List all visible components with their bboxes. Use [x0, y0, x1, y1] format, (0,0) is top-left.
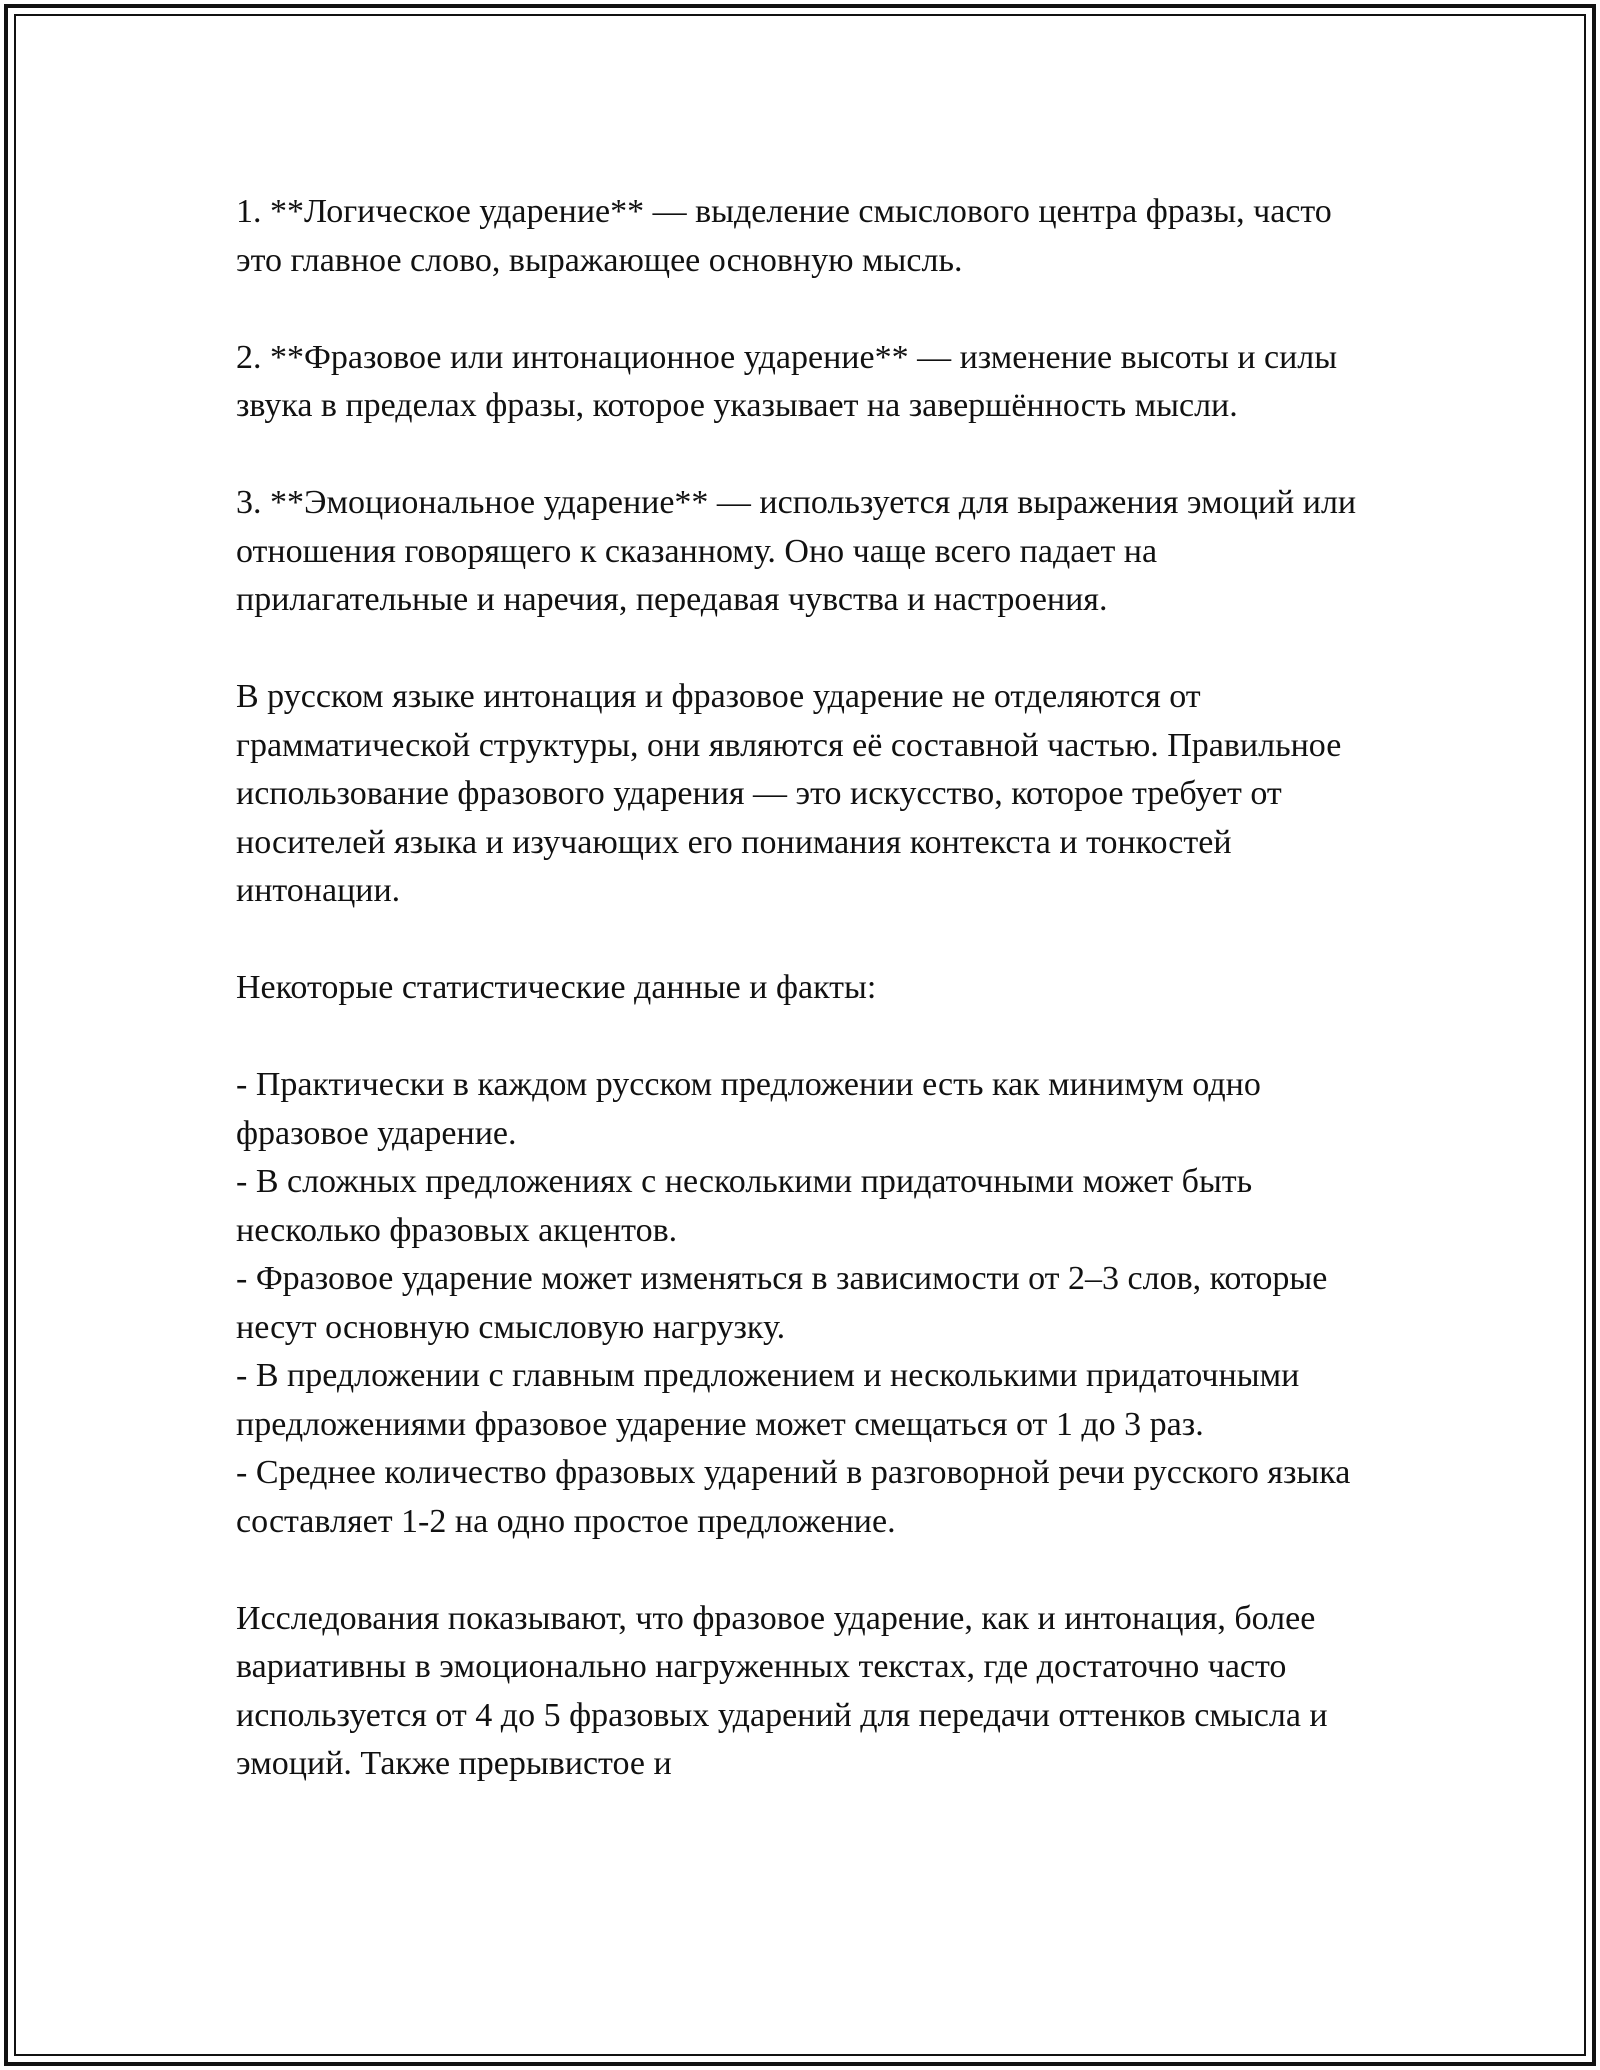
list-item: - В предложении с главным предложением и несколькими придаточными предложениями фразовое ударение может смещаться от 1 до 3 раз.	[236, 1357, 1300, 1443]
paragraph-emotional-stress: 3. **Эмоциональное ударение** — используется для выражения эмоций или отношения говорящего к сказанному. Оно чаще всего падает на прилагательные и наречия, передавая чувства и настроения.	[236, 484, 1357, 618]
list-item: - Практически в каждом русском предложении есть как минимум одно фразовое ударение.	[236, 1066, 1261, 1152]
document-body	[236, 188, 1376, 1789]
paragraph-research: Исследования показывают, что фразовое ударение, как и интонация, более вариативны в эмоционально нагруженных текстах, где достаточно часто используется от 4 до 5 фразовых ударений для передачи оттенков смысла и эмоций. Также прерывистое и	[236, 1599, 1328, 1782]
paragraph-facts-heading: Некоторые статистические данные и факты:	[236, 969, 877, 1006]
list-item: - Среднее количество фразовых ударений в разговорной речи русского языка составляет 1-2 на одно простое предложение.	[236, 1454, 1351, 1540]
list-item: - Фразовое ударение может изменяться в зависимости от 2–3 слов, которые несут основную смысловую нагрузку.	[236, 1260, 1328, 1346]
paragraph-logical-stress: 1. **Логическое ударение** — выделение смыслового центра фразы, часто это главное слово, выражающее основную мысль.	[236, 193, 1332, 279]
facts-list	[236, 1061, 1376, 1546]
paragraph-phrasal-stress: 2. **Фразовое или интонационное ударение** — изменение высоты и силы звука в пределах фразы, которое указывает на завершённость мысли.	[236, 338, 1338, 424]
paragraph-russian-intonation: В русском языке интонация и фразовое ударение не отделяются от грамматической структуры, они являются её составной частью. Правильное использование фразового ударения — это искусство, которое требует от носителей языка и изучающих его понимания контекста и тонкостей интонации.	[236, 678, 1342, 909]
list-item: - В сложных предложениях с несколькими придаточными может быть несколько фразовых акцентов.	[236, 1163, 1253, 1249]
